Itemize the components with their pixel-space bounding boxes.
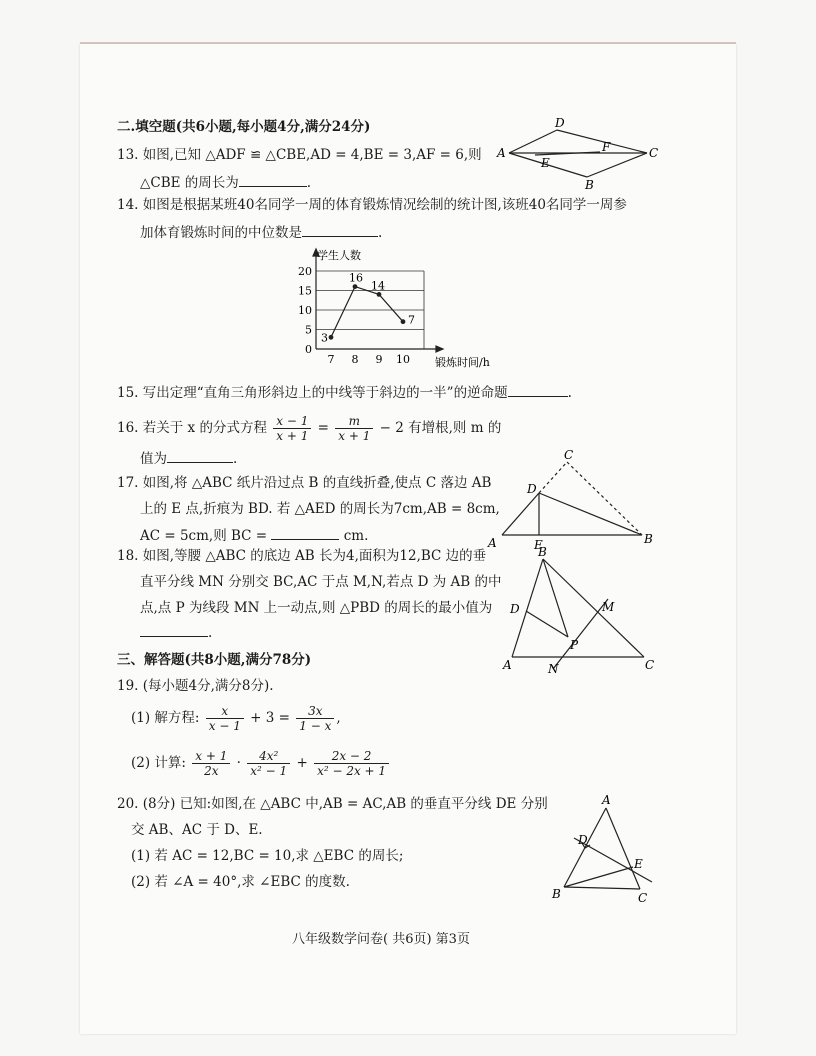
q18-line2: 直平分线 MN 分别交 BC,AC 于点 M,N,若点 D 为 AB 的中 — [140, 574, 502, 590]
section-title-fill-blank: 二.填空题(共6小题,每小题4分,满分24分) — [117, 119, 371, 135]
q15-line: 15. 写出定理“直角三角形斜边上的中线等于斜边的一半”的逆命题 . — [117, 382, 572, 402]
chart-data-point — [353, 284, 358, 289]
q14-line2: 加体育锻炼时间的中位数是 . — [140, 222, 382, 242]
q18-label-P: P — [570, 638, 579, 652]
q13-label-D: D — [555, 116, 565, 130]
chart-y-tick-label: 15 — [298, 284, 312, 298]
q17-line2: 上的 E 点,折痕为 BD. 若 △AED 的周长为7cm,AB = 8cm, — [140, 501, 500, 517]
q18-line1: 18. 如图,等腰 △ABC 的底边 AB 长为4,面积为12,BC 边的垂 — [117, 548, 487, 564]
q13-label-A: A — [497, 146, 506, 160]
q19-p2-fraction-3: $\frac{2x - 2}{\text{x² − 2x + 1}}$ — [314, 749, 389, 778]
q19-heading: 19. (每小题4分,满分8分). — [117, 678, 274, 694]
q18-label-N: N — [548, 662, 559, 675]
q17-label-D: D — [527, 482, 537, 496]
q17-label-B: B — [644, 532, 653, 546]
chart-y-tick-label: 20 — [298, 265, 312, 278]
chart-data-label: 14 — [371, 279, 385, 293]
q17-line3: AC = 5cm,则 BC = cm. — [140, 525, 368, 545]
q17-figure — [484, 445, 660, 551]
q14-line1: 14. 如图是根据某班40名同学一周的体育锻炼情况绘制的统计图,该班40名同学一周参 — [117, 197, 627, 213]
q17-label-A: A — [488, 536, 497, 550]
q13-line2: △CBE 的周长为 . — [140, 172, 311, 192]
chart-y-tick-label: 5 — [305, 323, 312, 337]
q20-line1: 20. (8分) 已知:如图,在 △ABC 中,AB = AC,AB 的垂直平分线 DE 分别 — [117, 796, 548, 812]
section-title-solutions: 三、解答题(共8小题,满分78分) — [117, 652, 312, 668]
chart-x-axis-arrow — [436, 346, 443, 352]
q13-answer-blank[interactable] — [239, 172, 307, 187]
q16-line2: 值为 . — [140, 448, 237, 468]
chart-x-tick-label: 8 — [351, 353, 359, 366]
chart-y-tick-label: 0 — [305, 343, 312, 356]
q18-line4: . — [140, 622, 212, 642]
q19-p2-fraction-1: $\frac{x + 1}{2x}$ — [192, 749, 230, 778]
chart-data-point — [329, 335, 334, 340]
q19-p1-fraction-2: $\frac{3x}{1 - x}$ — [296, 704, 334, 733]
q17-label-C: C — [564, 448, 574, 462]
q18-label-C: C — [645, 658, 655, 672]
chart-x-tick-label: 9 — [375, 353, 383, 366]
chart-x-tick-label: 7 — [327, 353, 335, 366]
q13-label-C: C — [649, 146, 659, 160]
q13-label-F: F — [602, 140, 611, 154]
q20-label-C: C — [638, 891, 648, 904]
q16-line1: 16. 若关于 x 的分式方程 $\frac{x - 1}{x + 1}$ = $\frac{m}{x + 1}$ − 2 有增根,则 m 的 — [117, 414, 502, 443]
q19-p2-fraction-2: $\frac{\text{4x²}}{\text{x² − 1}}$ — [247, 749, 290, 778]
q20-part2: (2) 若 ∠A = 40°,求 ∠EBC 的度数. — [131, 874, 350, 890]
q18-line3: 点,点 P 为线段 MN 上一动点,则 △PBD 的周长的最小值为 — [140, 600, 493, 616]
q20-label-A: A — [602, 793, 611, 807]
chart-y-tick-label: 10 — [298, 304, 312, 317]
q20-label-B: B — [552, 887, 561, 901]
q20-part1: (1) 若 AC = 12,BC = 10,求 △EBC 的周长; — [131, 848, 404, 864]
page-footer: 八年级数学问卷( 共6页) 第3页 — [292, 932, 470, 947]
q19-part1: (1) 解方程: $\frac{x}{x - 1}$ + 3 = $\frac{3x}{1 - x}$ , — [131, 704, 341, 733]
q13-label-B: B — [585, 178, 594, 192]
q19-p1-fraction-1: $\frac{x}{x - 1}$ — [206, 704, 244, 733]
q14-answer-blank[interactable] — [302, 222, 378, 237]
q17-answer-blank[interactable] — [271, 525, 339, 540]
chart-y-axis-label: 学生人数 — [317, 249, 361, 262]
chart-data-label: 7 — [408, 313, 415, 327]
q16-fraction-1: $\frac{x - 1}{x + 1}$ — [273, 414, 311, 443]
q13-figure — [495, 115, 665, 195]
q20-label-E: E — [634, 857, 643, 871]
q17-label-E: E — [534, 538, 543, 551]
chart-x-tick-label: 10 — [396, 353, 410, 366]
chart-data-label: 16 — [349, 271, 363, 285]
q14-line-chart — [292, 245, 512, 370]
q20-line2: 交 AB、AC 于 D、E. — [131, 822, 263, 838]
q18-label-A: A — [503, 658, 512, 672]
q20-figure — [548, 792, 658, 904]
q18-label-M: M — [602, 600, 615, 614]
q19-part2: (2) 计算: $\frac{x + 1}{2x}$ · $\frac{\text{4x²}}{\text{x² − 1}}$ + $\frac{2x - 2}{\text{x² − 2x + 1}}$ — [131, 746, 391, 780]
q13-label-E: E — [541, 156, 550, 170]
q16-answer-blank[interactable] — [167, 448, 233, 463]
chart-data-point — [377, 292, 382, 297]
q18-answer-blank[interactable] — [140, 622, 208, 637]
q18-label-D: D — [510, 602, 520, 616]
chart-x-axis-label: 锻炼时间/h — [435, 356, 490, 369]
q16-fraction-2: $\frac{m}{x + 1}$ — [335, 414, 373, 443]
q13-line1: 13. 如图,已知 △ADF ≌ △CBE,AD = 4,BE = 3,AF = 6,则 — [117, 147, 482, 163]
q20-label-D: D — [578, 833, 588, 847]
q18-label-B: B — [538, 545, 547, 559]
chart-data-label: 3 — [321, 331, 328, 345]
chart-data-point — [401, 319, 406, 324]
q15-answer-blank[interactable] — [508, 382, 568, 397]
q18-figure — [498, 545, 668, 675]
q17-line1: 17. 如图,将 △ABC 纸片沿过点 B 的直线折叠,使点 C 落边 AB — [117, 475, 492, 491]
